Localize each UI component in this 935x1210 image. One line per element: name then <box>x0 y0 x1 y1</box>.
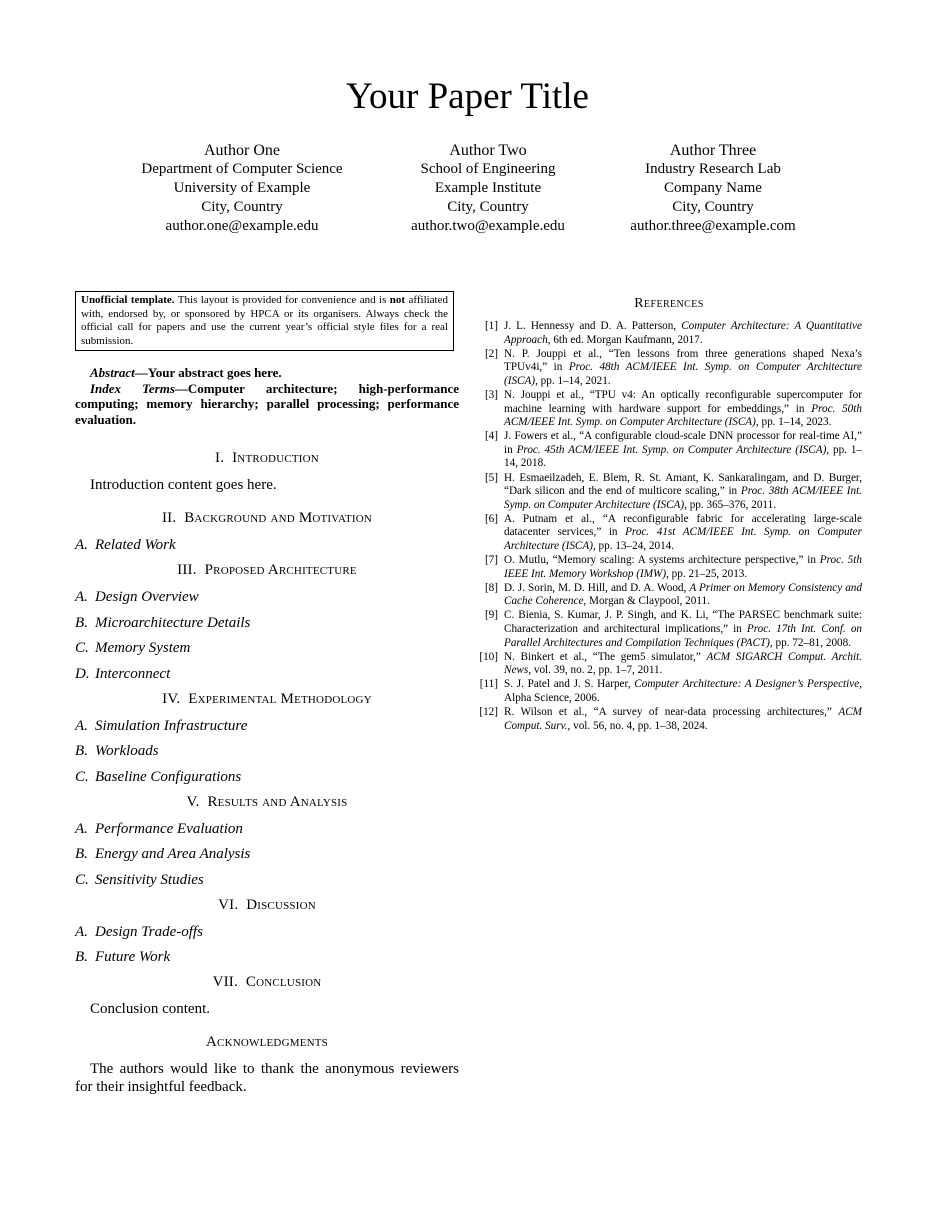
notice-text-b: affiliated with, endorsed by, or sponsored by HPCA or its organisers. Always check the official call for papers and use the current year’s official style files for a real submission. <box>81 294 448 347</box>
reference-venue: Proc. 50th ACM/IEEE Int. Symp. on Computer Architecture (ISCA) <box>504 402 862 429</box>
index-terms-dash: — <box>174 380 188 396</box>
reference-details: , pp. 21–25, 2013. <box>666 567 748 580</box>
reference-number: [8] <box>484 581 498 594</box>
paragraph: Introduction content goes here. <box>90 477 277 493</box>
acknowledgments-text: The authors would like to thank the anonymous reviewers for their insightful feedback. <box>75 1061 459 1095</box>
reference-venue: Computer Architecture: A Quantitative Approach <box>504 320 862 346</box>
reference-text: N. P. Jouppi et al., “Ten lessons from three generations shaped Nexa’s TPUv4i,” in <box>504 347 862 374</box>
template-notice-box <box>75 291 454 351</box>
subsection-heading <box>75 717 459 735</box>
subsection-title: Energy and Area Analysis <box>95 846 251 862</box>
reference-venue: Proc. 45th ACM/IEEE Int. Symp. on Computer Architecture (ISCA) <box>516 443 827 456</box>
reference-text: H. Esmaeilzadeh, E. Blem, R. St. Amant, K. Sankaralingam, and D. Burger, “Dark silicon and the end of multicore scaling,” in <box>504 471 862 498</box>
reference-details: , pp. 365–376, 2011. <box>684 498 776 511</box>
subsection-label: B. <box>75 614 88 631</box>
section-heading <box>75 561 459 579</box>
reference-details: , Morgan & Claypool, 2011. <box>583 595 710 608</box>
subsection-label: D. <box>75 665 90 682</box>
subsection-label: B. <box>75 846 88 862</box>
references-list <box>476 320 862 734</box>
reference-details: , vol. 56, no. 4, pp. 1–38, 2024. <box>567 719 708 732</box>
subsection-title: Sensitivity Studies <box>95 871 204 888</box>
author-block-3 <box>583 141 843 236</box>
index-terms-text: Computer architecture; high-performance computing; memory hierarchy; parallel processing; performance evaluation. <box>75 380 459 427</box>
reference-number: [9] <box>484 609 498 622</box>
reference-text: J. Fowers et al., “A configurable cloud-scale DNN processor for real-time AI,” in <box>504 430 862 456</box>
reference-item <box>476 430 862 471</box>
reference-details: , pp. 72–81, 2008. <box>769 636 852 649</box>
subsection-label: C. <box>75 640 89 656</box>
reference-item <box>476 706 862 733</box>
author-block-1 <box>112 141 372 236</box>
section-heading <box>75 449 459 467</box>
reference-text: O. Mutlu, “Memory scaling: A systems architecture perspective,” in <box>504 554 820 567</box>
subsection-label: B. <box>75 743 88 759</box>
reference-details: , Alpha Science, 2006. <box>504 678 862 705</box>
reference-text: S. J. Patel and J. S. Harper, <box>504 678 635 691</box>
section-title: Proposed Architecture <box>204 562 357 578</box>
index-terms-label: Index Terms <box>90 380 175 396</box>
reference-venue: Proc. 41st ACM/IEEE Int. Symp. on Computer Architecture (ISCA) <box>504 526 862 552</box>
subsection-title: Simulation Infrastructure <box>95 717 248 734</box>
subsection-title: Design Trade-offs <box>95 923 203 940</box>
subsection-heading <box>75 536 459 554</box>
reference-venue: Computer Architecture: A Designer’s Perspective <box>634 678 860 691</box>
subsection-title: Performance Evaluation <box>95 820 243 837</box>
author-location: City, Country <box>447 199 529 215</box>
section-number: VII. <box>212 974 238 990</box>
author-email: author.two@example.edu <box>411 218 565 234</box>
subsection-heading <box>75 871 459 889</box>
reference-details: , pp. 1–14, 2018. <box>504 443 863 470</box>
reference-text: C. Bienia, S. Kumar, J. P. Singh, and K. Li, “The PARSEC benchmark suite: Characterization and architectural implications,” in <box>504 609 862 636</box>
author-location: City, Country <box>672 199 754 215</box>
author-name: Author One <box>204 142 280 159</box>
subsection-heading <box>75 923 459 941</box>
reference-number: [10] <box>479 650 498 663</box>
reference-number: [12] <box>479 706 498 719</box>
section-title: Introduction <box>232 450 319 466</box>
subsection-heading <box>75 845 459 863</box>
section-title: Experimental Methodology <box>188 690 372 707</box>
subsection-heading <box>75 588 459 606</box>
section-heading <box>75 896 459 914</box>
reference-item <box>476 513 862 554</box>
author-email: author.three@example.com <box>630 218 796 234</box>
reference-text: R. Wilson et al., “A survey of near-data processing architectures,” <box>504 706 839 719</box>
acknowledgments-heading <box>75 1033 459 1051</box>
author-org: University of Example <box>173 180 311 196</box>
reference-item <box>476 348 862 389</box>
subsection-label: A. <box>75 589 88 605</box>
reference-text: N. Binkert et al., “The gem5 simulator,” <box>504 650 707 663</box>
author-block-2 <box>358 141 618 236</box>
reference-item <box>476 582 862 609</box>
author-name: Author Three <box>669 142 757 159</box>
reference-details: , pp. 13–24, 2014. <box>592 540 675 552</box>
section-title: Results and Analysis <box>207 793 348 810</box>
subsection-label: A. <box>75 820 88 837</box>
subsection-heading <box>75 742 459 760</box>
reference-item <box>476 472 862 513</box>
section-number: III. <box>177 562 197 578</box>
reference-venue: ACM Comput. Surv. <box>504 706 862 732</box>
abstract-text: Your abstract goes here. <box>147 365 282 380</box>
reference-item <box>476 678 862 705</box>
section-number: I. <box>215 450 225 466</box>
abstract-label: Abstract <box>90 365 135 380</box>
reference-number: [2] <box>484 347 498 360</box>
reference-item <box>476 651 862 678</box>
reference-venue: ACM SIGARCH Comput. Archit. News <box>504 650 862 677</box>
reference-venue: Proc. 17th Int. Conf. on Parallel Architectures and Compilation Techniques (PACT) <box>504 623 863 649</box>
section-heading <box>75 793 459 811</box>
subsection-label: C. <box>75 871 89 888</box>
reference-details: , pp. 1–14, 2021. <box>535 374 611 387</box>
section-number: II. <box>161 510 177 526</box>
subsection-heading <box>75 665 459 683</box>
references-heading: References <box>634 296 704 311</box>
reference-venue: A Primer on Memory Consistency and Cache Coherence <box>504 581 862 608</box>
author-dept: School of Engineering <box>420 161 556 177</box>
subsection-label: C. <box>75 768 89 785</box>
reference-text: D. J. Sorin, M. D. Hill, and D. A. Wood, <box>504 581 690 594</box>
reference-text: N. Jouppi et al., “TPU v4: An optically reconfigurable supercomputer for machine learning with hardware support for embeddings,” in <box>504 388 862 415</box>
reference-item <box>476 554 862 581</box>
author-name: Author Two <box>449 142 527 159</box>
left-column-body <box>75 449 459 1096</box>
notice-text-a: This layout is provided for convenience and is <box>174 294 390 306</box>
reference-number: [3] <box>484 388 498 401</box>
reference-venue: Proc. 48th ACM/IEEE Int. Symp. on Computer Architecture (ISCA) <box>504 361 862 387</box>
subsection-heading <box>75 614 459 632</box>
section-title: Conclusion <box>245 974 322 990</box>
reference-item <box>476 609 862 650</box>
abstract <box>75 365 459 427</box>
subsection-heading <box>75 948 459 966</box>
subsection-label: A. <box>75 717 88 734</box>
section-number: VI. <box>218 896 239 913</box>
author-email: author.one@example.edu <box>165 218 319 234</box>
notice-not: not <box>389 294 406 306</box>
subsection-title: Future Work <box>95 949 171 965</box>
subsection-title: Workloads <box>95 743 159 759</box>
reference-number: [5] <box>484 471 498 484</box>
notice-lead: Unofficial template. <box>81 294 175 306</box>
section-title: Acknowledgments <box>206 1034 328 1050</box>
reference-venue: Proc. 5th IEEE Int. Memory Workshop (IMW) <box>504 554 862 580</box>
reference-item <box>476 320 862 347</box>
abstract-dash: — <box>134 365 148 380</box>
reference-number: [11] <box>479 678 498 691</box>
subsection-title: Microarchitecture Details <box>95 614 251 631</box>
paragraph: Conclusion content. <box>90 1001 210 1017</box>
reference-details: , 6th ed. Morgan Kaufmann, 2017. <box>547 333 703 346</box>
reference-details: , pp. 1–14, 2023. <box>755 416 832 429</box>
author-dept: Industry Research Lab <box>645 161 781 177</box>
subsection-title: Related Work <box>95 537 176 553</box>
section-heading <box>75 509 459 527</box>
author-org: Example Institute <box>434 180 542 196</box>
subsection-label: A. <box>75 923 88 940</box>
reference-number: [6] <box>484 512 498 525</box>
reference-item <box>476 389 862 430</box>
subsection-title: Design Overview <box>95 589 199 605</box>
reference-details: , vol. 39, no. 2, pp. 1–7, 2011. <box>528 664 663 677</box>
author-location: City, Country <box>201 199 283 215</box>
section-heading <box>75 973 459 991</box>
subsection-label: B. <box>75 949 88 965</box>
section-title: Discussion <box>246 896 316 913</box>
reference-number: [1] <box>484 320 498 332</box>
reference-text: J. L. Hennessy and D. A. Patterson, <box>504 320 682 332</box>
section-title: Background and Motivation <box>184 510 373 526</box>
section-number: IV. <box>162 690 181 707</box>
author-org: Company Name <box>664 180 762 196</box>
reference-number: [7] <box>484 554 498 567</box>
subsection-heading <box>75 768 459 786</box>
subsection-heading <box>75 820 459 838</box>
subsection-label: A. <box>75 537 88 553</box>
section-number: V. <box>186 793 200 810</box>
reference-venue: Proc. 38th ACM/IEEE Int. Symp. on Computer Architecture (ISCA) <box>504 485 862 511</box>
subsection-title: Memory System <box>95 640 191 656</box>
subsection-title: Baseline Configurations <box>95 768 242 785</box>
reference-number: [4] <box>484 430 498 443</box>
reference-text: A. Putnam et al., “A reconfigurable fabric for accelerating large-scale datacenter services,” in <box>504 512 862 539</box>
subsection-heading <box>75 639 459 657</box>
subsection-title: Interconnect <box>95 665 171 682</box>
paper-title: Your Paper Title <box>346 76 589 117</box>
section-heading <box>75 690 459 708</box>
author-dept: Department of Computer Science <box>141 161 343 177</box>
